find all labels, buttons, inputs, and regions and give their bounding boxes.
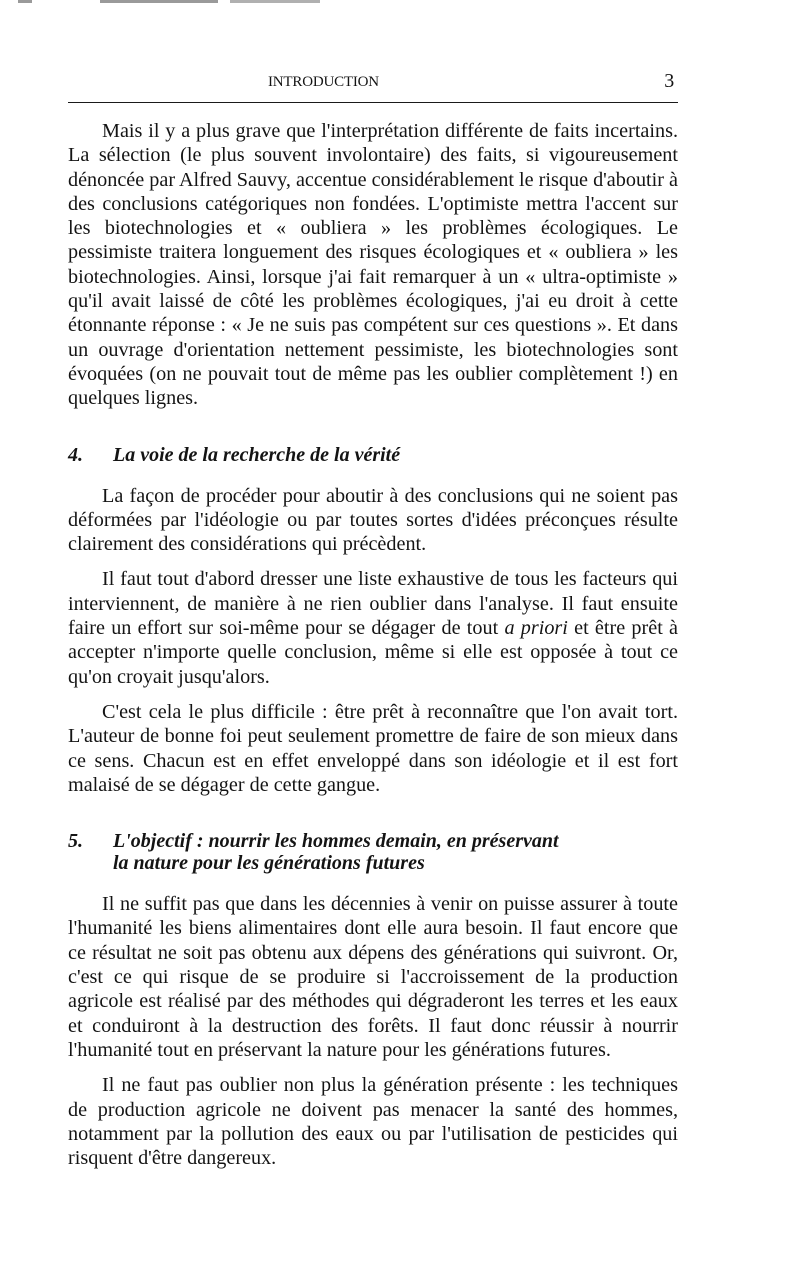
page-body [68, 119, 678, 1170]
header-rule [68, 102, 678, 103]
italic-phrase: a priori [504, 617, 568, 640]
section-heading-5 [68, 830, 678, 874]
scan-artifact-right [230, 0, 320, 3]
paragraph: La façon de procéder pour aboutir à des conclusions qui ne soient pas déformées par l'idéologie ou par toutes sortes d'idées préconçues résulte clairement des considérations qui précèdent. [68, 484, 678, 556]
scan-artifact-middle [100, 0, 218, 3]
paragraph: C'est cela le plus difficile : être prêt à reconnaître que l'on avait tort. L'auteur de bonne foi peut seulement promettre de faire de son mieux dans ce sens. Chacun est en effet enveloppé dans son idéologie et il est fort malaisé de se dégager de cette gangue. [68, 700, 678, 796]
paragraph: Il ne suffit pas que dans les décennies à venir on puisse assurer à toute l'humanité les biens alimentaires dont elle aura besoin. Il faut encore que ce résultat ne soit pas obtenu aux dépens des générations qui suivront. Or, c'est ce qui risque de se produire si l'accroissement de la production agricole est réalisé par des méthodes qui dégraderont les terres et les eaux et conduiront à la destruction des forêts. Il faut donc réussir à nourrir l'humanité tout en préservant la nature pour les générations futures. [68, 893, 678, 1061]
paragraph: Mais il y a plus grave que l'interprétation différente de faits incertains. La sélection (le plus souvent involontaire) des faits, si vigoureusement dénoncée par Alfred Sauvy, accentue considérablement le risque d'aboutir à des conclusions catégoriques non fondées. L'optimiste mettra l'accent sur les biotechnologies et « oubliera » les problèmes écologiques. Le pessimiste traitera longuement des risques écologiques et « oubliera » les biotechnologies. Ainsi, lorsque j'ai fait remarquer à un « ultra-optimiste » qu'il avait laissé de côté les problèmes écologiques, j'ai eu droit à cette étonnante réponse : « Je ne suis pas compétent sur ces questions ». Et dans un ouvrage d'orientation nettement pessimiste, les biotechnologies sont évoquées (on ne pouvait tout de même pas les oublier complètement !) en quelques lignes. [68, 120, 678, 410]
paragraph [68, 567, 678, 688]
running-header [68, 66, 678, 96]
scan-artifact-left [18, 0, 32, 3]
paragraph: Il ne faut pas oublier non plus la génération présente : les techniques de production agricole ne doivent pas menacer la santé des hommes, notamment par la pollution des eaux ou par l'utilisation de pesticides qui risquent d'être dangereux. [68, 1074, 678, 1170]
paragraph-text: Il faut tout d'abord dresser une liste exhaustive de tous les facteurs qui interviennent, de manière à ne rien oublier dans l'analyse. Il faut ensuite faire un effort sur soi-même pour se dégager de tout [68, 568, 678, 640]
paragraph-text: et être prêt à accepter n'importe quelle conclusion, même si elle est opposée à tout ce qu'on croyait jusqu'alors. [68, 617, 678, 688]
running-title: INTRODUCTION [268, 74, 379, 90]
section-number: 4. [68, 443, 83, 466]
section-heading-4 [68, 444, 678, 466]
section-title: La voie de la recherche de la vérité [113, 443, 401, 466]
section-title-line-2: la nature pour les générations futures [113, 852, 425, 875]
section-title-line-1: L'objectif : nourrir les hommes demain, en préservant [113, 830, 559, 853]
book-page [68, 66, 678, 1181]
page-number: 3 [664, 70, 674, 92]
section-title [113, 830, 678, 874]
section-number: 5. [68, 830, 83, 853]
